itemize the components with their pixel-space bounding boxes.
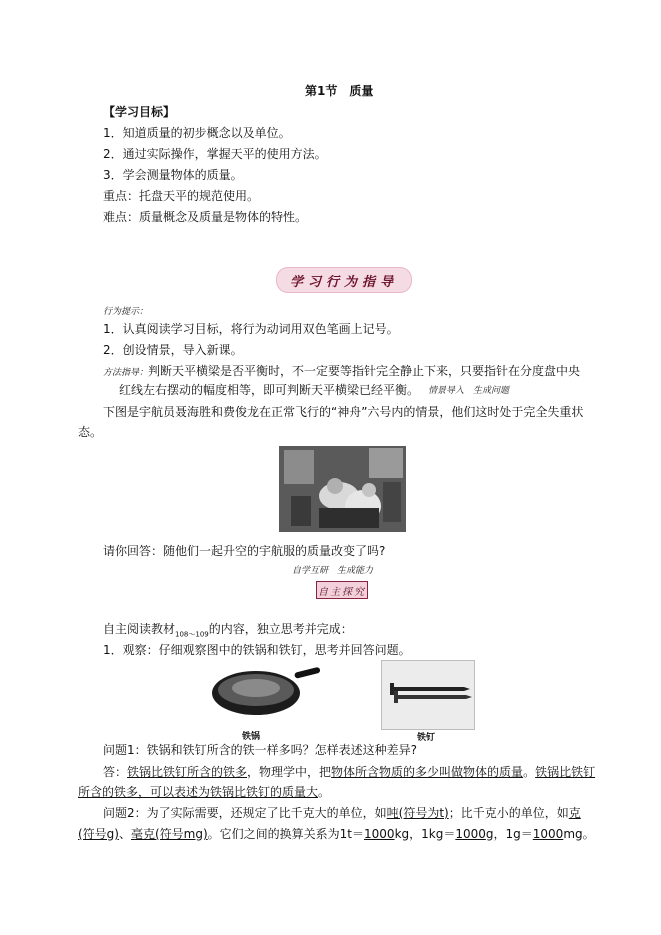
hint-label: 行为提示：	[103, 307, 149, 317]
answer-fill: 铁锅比铁钉所含的铁多	[127, 765, 248, 779]
answer-fill: 所含的铁多，可以表述为铁锅比铁钉的质量大	[78, 785, 319, 799]
section-banner	[276, 267, 412, 293]
reading-prefix: 自主阅读教材	[103, 622, 176, 636]
reading-suffix: 的内容，独立思考并完成：	[208, 622, 353, 636]
observe-instruction: 1．观察：仔细观察图中的铁锅和铁钉，思考并回答问题。	[103, 643, 411, 657]
key-point: 重点：托盘天平的规范使用。	[103, 189, 260, 203]
question-2-text: ；比千克小的单位，如	[448, 806, 569, 820]
answer-fill: 物体所含物质的多少叫做物体的质量	[331, 765, 524, 779]
answer-fill: 1000	[455, 827, 486, 841]
nail-caption: 铁钉	[417, 733, 436, 743]
method-line-2: 红线左右摆动的幅度相等，即可判断天平横梁已经平衡。	[119, 383, 420, 397]
objective-item: 2．通过实际操作，掌握天平的使用方法。	[103, 147, 327, 161]
method-text: 判断天平横梁是否平衡时，不一定要等指针完全静止下来，只要指针在分度盘中央	[148, 364, 581, 378]
question-1: 问题1：铁锅和铁钉所含的铁一样多吗？怎样表述这种差异?	[103, 743, 418, 757]
answer-text: 。	[318, 785, 331, 799]
answer-text: ，物理学中，把	[247, 765, 332, 779]
question-2-text: g，1g＝	[485, 827, 533, 841]
scene-line-1: 下图是宇航员聂海胜和费俊龙在正常飞行的“神舟”六号内的情景，他们这时处于完全失重状	[103, 405, 584, 419]
wok-image	[210, 665, 320, 727]
answer-prefix: 答：	[103, 765, 128, 779]
question-2-text: kg，1kg＝	[394, 827, 456, 841]
reading-pages: 108～109	[175, 630, 209, 639]
self-study-tag: 自学互研 生成能力	[292, 566, 374, 576]
answer-fill: 毫克(符号mg)	[131, 827, 208, 841]
question-2-text: mg。	[563, 827, 595, 841]
answer-text: 。	[523, 765, 536, 779]
objective-item: 3．学会测量物体的质量。	[103, 168, 243, 182]
answer-1-line-1	[103, 763, 595, 780]
method-label: 方法指导：	[103, 368, 149, 378]
scene-question: 请你回答：随他们一起升空的宇航服的质量改变了吗?	[103, 544, 386, 558]
astronaut-photo	[279, 446, 406, 532]
page-title: 第1节 质量	[305, 84, 374, 98]
guidance-item: 1．认真阅读学习目标，将行为动词用双色笔画上记号。	[103, 322, 399, 336]
question-2-text: 、	[118, 827, 131, 841]
answer-fill: 吨(符号为t)	[386, 806, 449, 820]
answer-fill: 1000	[532, 827, 564, 841]
scene-line-2: 态。	[78, 425, 103, 439]
answer-1-line-2	[78, 783, 330, 800]
self-inquiry-label: 自主探究	[318, 586, 366, 598]
section-tag: 情景导入 生成问题	[428, 386, 510, 396]
method-line-1	[103, 362, 580, 379]
reading-instruction	[103, 620, 353, 639]
question-2-text: 。它们之间的换算关系为1t＝	[207, 827, 365, 841]
question-2-line-1	[103, 804, 581, 821]
guidance-item: 2．创设情景，导入新课。	[103, 343, 243, 357]
answer-fill: 1000	[364, 827, 395, 841]
answer-fill: 克	[568, 806, 581, 820]
nails-image	[381, 660, 475, 730]
answer-fill: 铁锅比铁钉	[535, 765, 596, 779]
question-2-line-2	[78, 825, 595, 842]
wok-caption: 铁锅	[242, 732, 261, 742]
objective-item: 1．知道质量的初步概念以及单位。	[103, 126, 291, 140]
objectives-heading: 【学习目标】	[103, 105, 176, 119]
self-inquiry-box	[316, 581, 368, 599]
question-2-text: 问题2：为了实际需要，还规定了比千克大的单位，如	[103, 806, 387, 820]
difficulty: 难点：质量概念及质量是物体的特性。	[103, 210, 308, 224]
answer-fill: (符号g)	[78, 827, 119, 841]
banner-label: 学习行为指导	[289, 274, 398, 290]
